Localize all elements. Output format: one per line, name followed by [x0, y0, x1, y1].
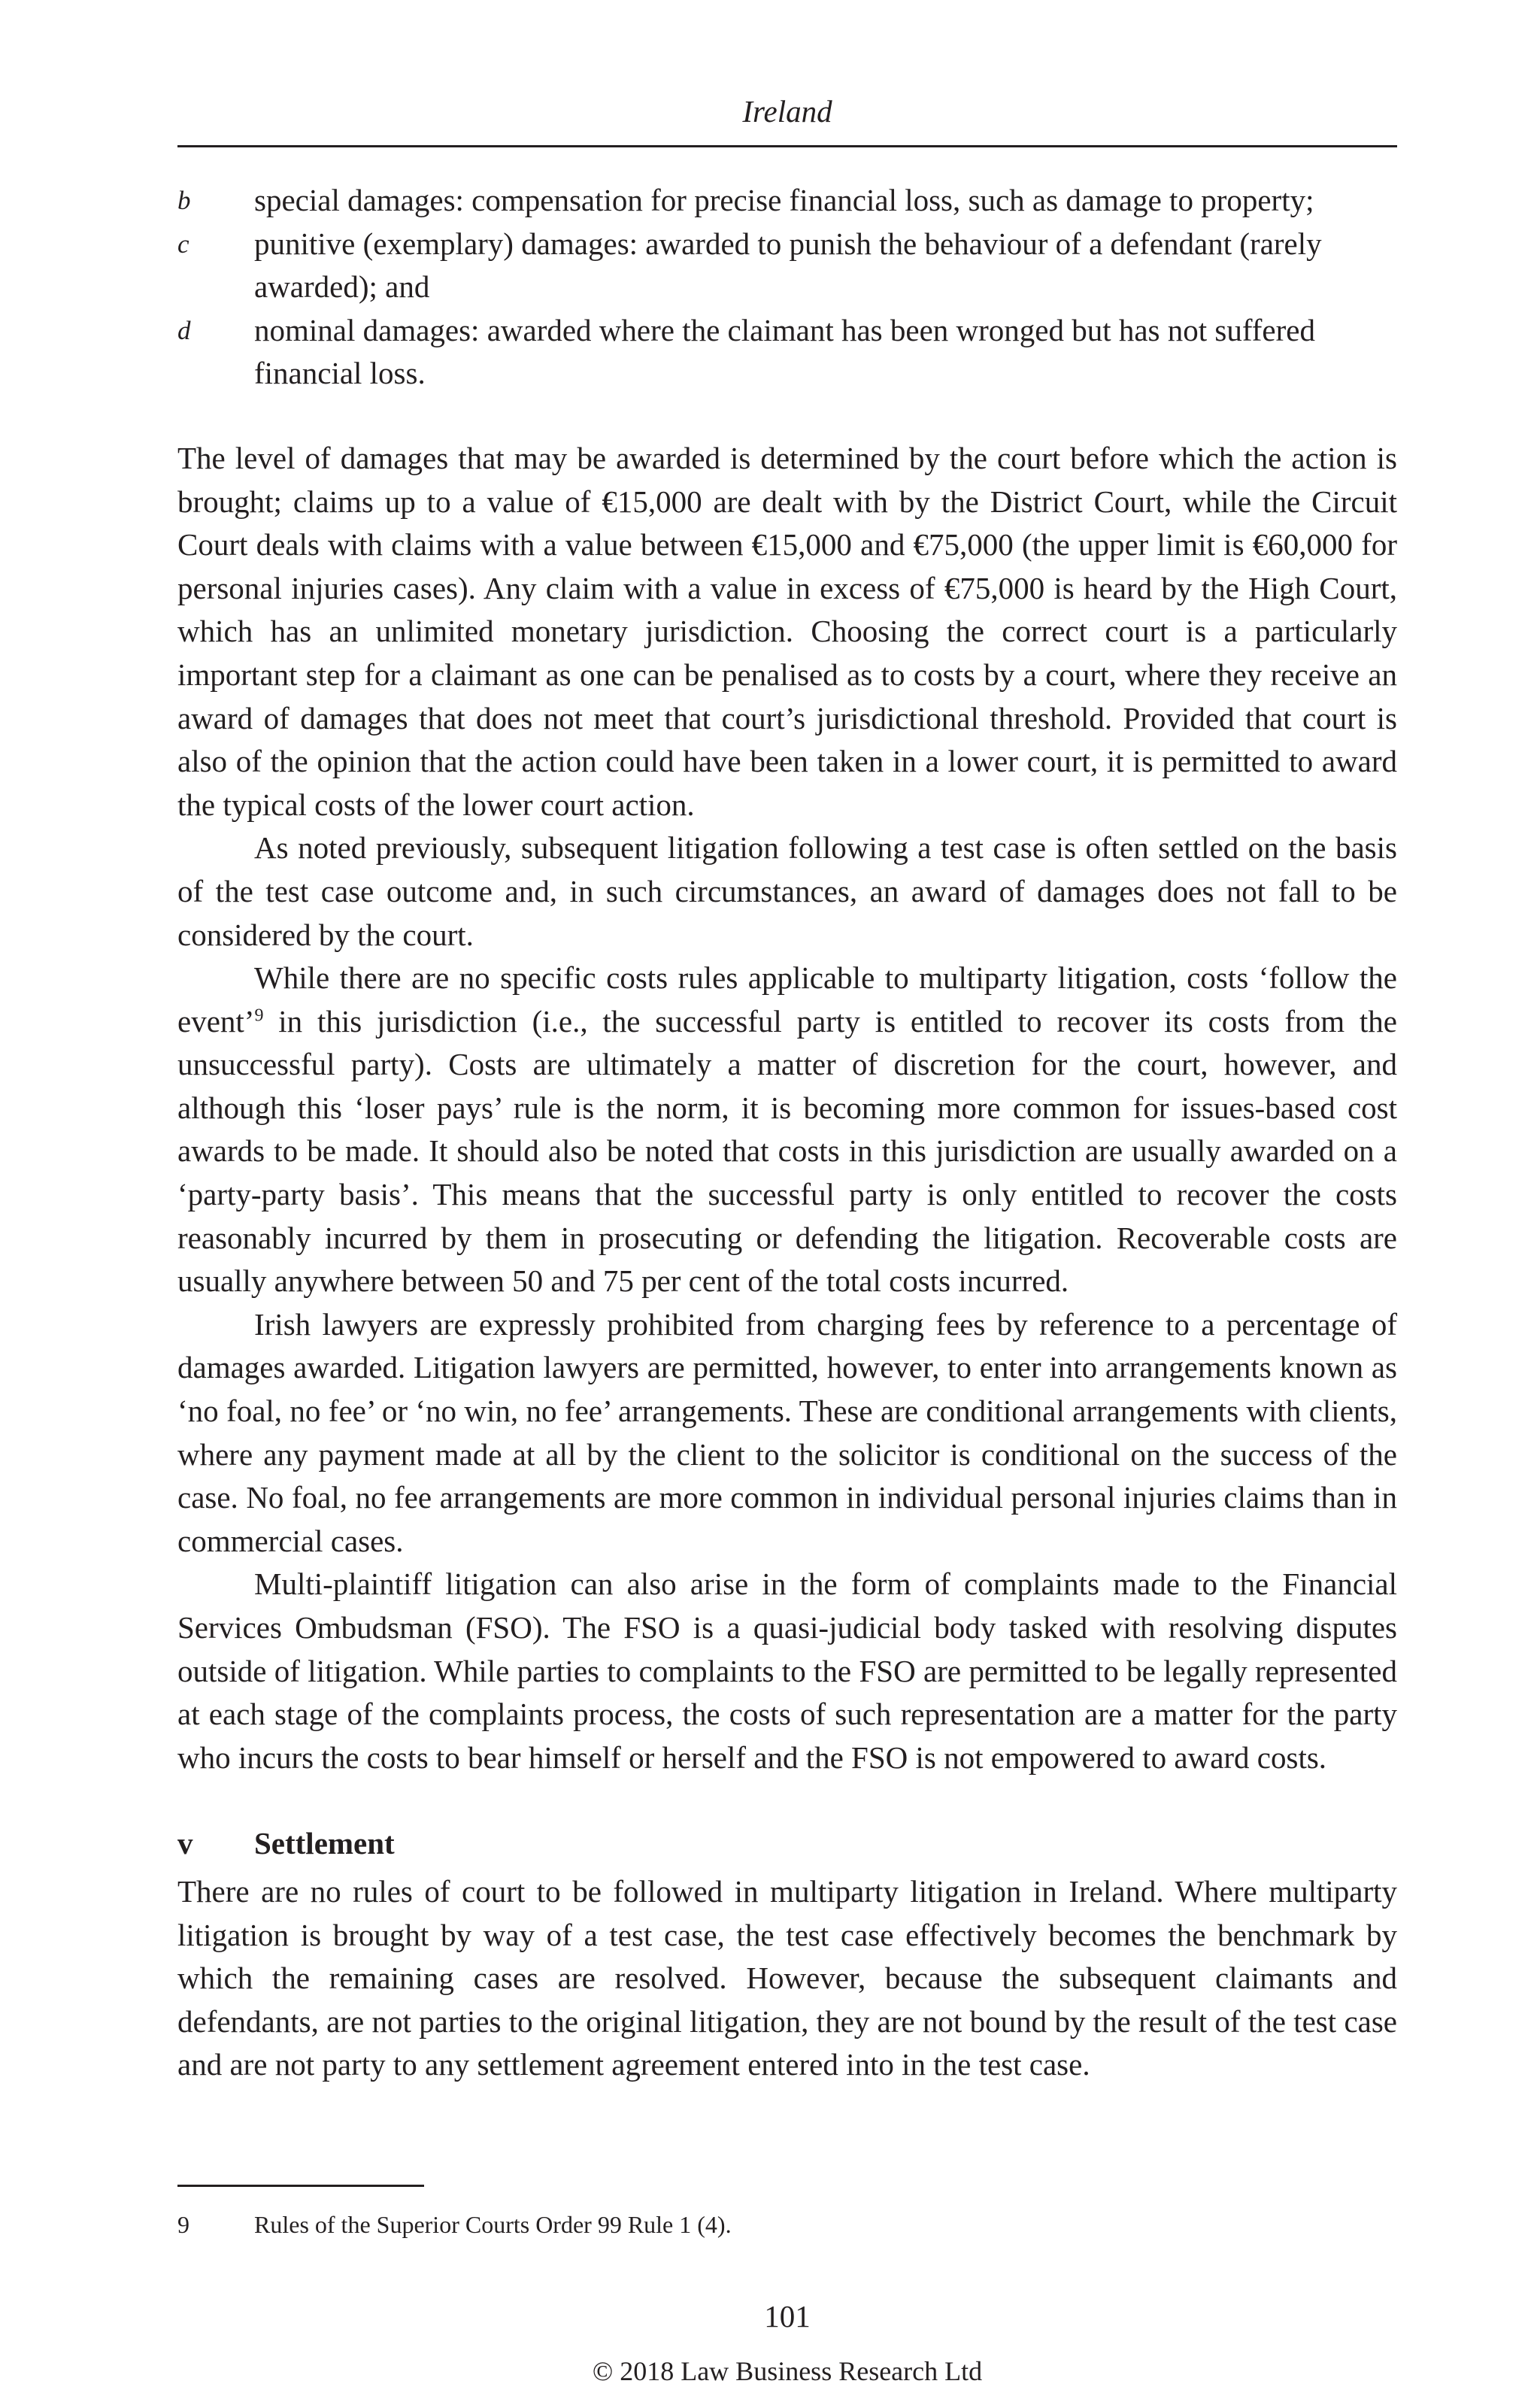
- page-number: 101: [764, 2299, 811, 2334]
- section-number: v: [177, 1826, 193, 1861]
- paragraph-costs-part1: While there are no specific costs rules applicable to multiparty litigation, costs ‘follow the event’: [177, 960, 1397, 1039]
- paragraph-fso: Multi-plaintiff litigation can also arise in the form of complaints made to the Financial Services Ombudsman (FSO). The FSO is a quasi-judicial body tasked with resolving disputes outside of litigation. While parties to complaints to the FSO are permitted to be legally represented at each stage of the complaints process, the costs of such representation are a matter for the party who incurs the costs to bear himself or herself and the FSO is not empowered to award costs.: [177, 1566, 1397, 1775]
- list-item: [177, 309, 1397, 396]
- list-item: [177, 223, 1397, 309]
- body-text: [177, 179, 1397, 2087]
- paragraph-test-case: As noted previously, subsequent litigation following a test case is often settled on the basis of the test case outcome and, in such circumstances, an award of damages does not fall to be considered by the court.: [177, 830, 1397, 952]
- list-item-text: special damages: compensation for precise financial loss, such as damage to property;: [254, 183, 1314, 217]
- list-marker: d: [177, 315, 191, 345]
- paragraph-costs-part2: in this jurisdiction (i.e., the successful party is entitled to recover its costs from the unsuccessful party). Costs are ultimately a matter of discretion for the court, however, and although this ‘loser pays’ rule is the norm, it is becoming more common for issues-based cost awards to be made. It should also be noted that costs in this jurisdiction are usually awarded on a ‘party-party basis’. This means that the successful party is only entitled to recover the costs reasonably incurred by them in prosecuting or defending the litigation. Recoverable costs are usually anywhere between 50 and 75 per cent of the total costs incurred.: [177, 1003, 1397, 1299]
- footnote-number: 9: [177, 2211, 189, 2238]
- section-heading: [177, 1822, 1397, 1866]
- list-marker: b: [177, 186, 191, 215]
- paragraph-damages-level: The level of damages that may be awarded is determined by the court before which the action is brought; claims up to a value of €15,000 are dealt with by the District Court, while the Circuit Court deals with claims with a value between €15,000 and €75,000 (the upper limit is €60,000 for personal injuries cases). Any claim with a value in excess of €75,000 is heard by the High Court, which has an unlimited monetary jurisdiction. Choosing the correct court is a particularly important step for a claimant as one can be penalised as to costs by a court, where they receive an award of damages that does not meet that court’s jurisdictional threshold. Provided that court is also of the opinion that the action could have been taken in a lower court, it is permitted to award the typical costs of the lower court action.: [177, 440, 1397, 822]
- paragraph-fees: Irish lawyers are expressly prohibited from charging fees by reference to a percentage of damages awarded. Litigation lawyers are permitted, however, to enter into arrangements known as ‘no foal, no fee’ or ‘no win, no fee’ arrangements. These are conditional arrangements with clients, where any payment made at all by the client to the solicitor is conditional on the success of the case. No foal, no fee arrangements are more common in individual personal injuries claims than in commercial cases.: [177, 1306, 1397, 1558]
- footnote-text: Rules of the Superior Courts Order 99 Rule 1 (4).: [254, 2211, 732, 2238]
- list-marker: c: [177, 229, 189, 259]
- list-item: [177, 179, 1397, 223]
- running-head: Ireland: [742, 94, 832, 129]
- paragraph-settlement: There are no rules of court to be followed in multiparty litigation in Ireland. Where multiparty litigation is brought by way of a test case, the test case effectively becomes the benchmark by which the remaining cases are resolved. However, because the subsequent claimants and defendants, are not parties to the original litigation, they are not bound by the result of the test case and are not party to any settlement agreement entered into in the test case.: [177, 1873, 1397, 2082]
- footnote: [177, 2208, 1397, 2241]
- paragraph-costs: [177, 957, 1397, 1303]
- list-item-text: punitive (exemplary) damages: awarded to punish the behaviour of a defendant (rarely awarded); and: [254, 226, 1322, 305]
- header-rule: [177, 145, 1397, 147]
- copyright-notice: © 2018 Law Business Research Ltd: [592, 2356, 983, 2386]
- list-item-text: nominal damages: awarded where the claimant has been wronged but has not suffered financial loss.: [254, 312, 1315, 391]
- footnote-rule: [177, 2185, 424, 2187]
- section-title: Settlement: [254, 1826, 395, 1861]
- footnote-reference: 9: [254, 1005, 264, 1026]
